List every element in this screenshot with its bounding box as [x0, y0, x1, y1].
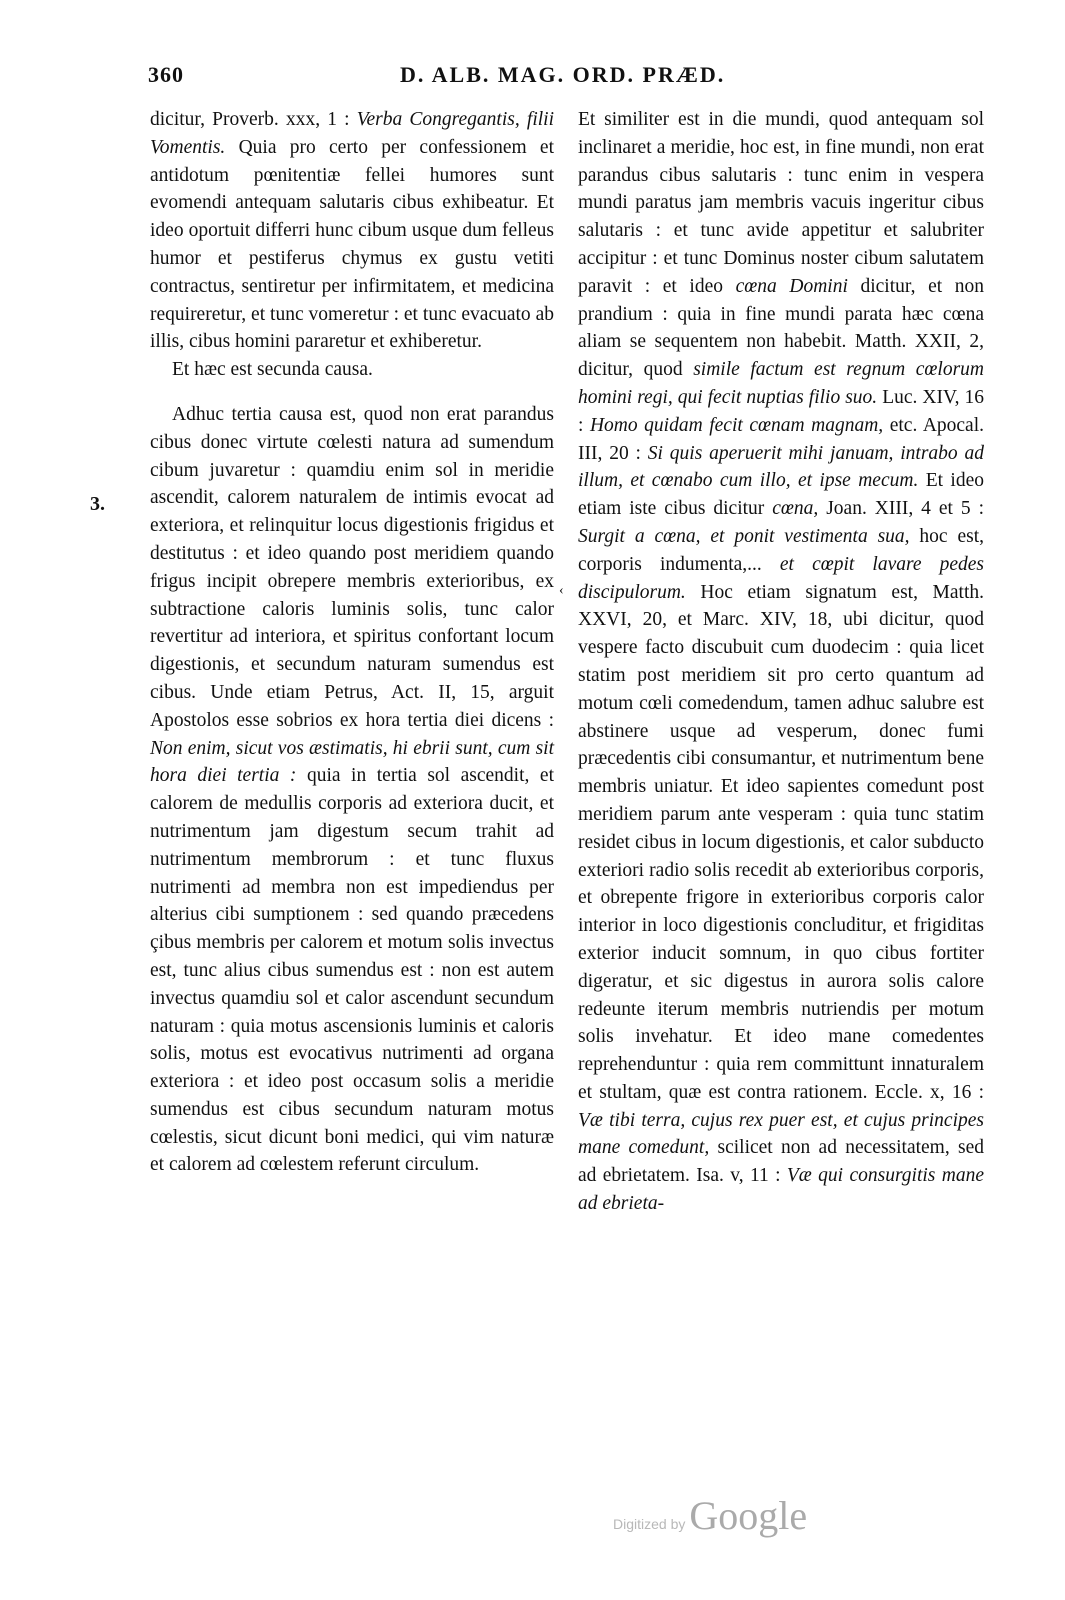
- text-span: Hoc etiam signatum est, Matth. XXVI, 20, et Marc. XIV, 18, ubi dicitur, quod vespere facto discubuit cum duodecim : quia licet statim post meridiem sit pro certo quantum ad motum cœli comedendum, tamen adhuc salubre est abstinere usque ad vesperum, donec fumi præcedentis cibi consumantur, et nutrimentum bene membris uniatur. Et ideo sapientes comedunt post meridiem parum ante vesperam : quia tunc statim residet cibus in locum digestionis, et calor subducto exteriori radio solis recedit ab exterioribus corporis, et obrepente frigore in exterioribus corporis calor interior in loco digestionis concluditur, et frigiditas exterior inducit somnum, in quo cibus fortiter digeratur, et sic digestus in aurora solis calore redeunte iterum membris nutriendis per motum solis invehatur. Et ideo mane comedentes reprehenduntur : quia rem committunt innaturalem et stultam, quæ est contra rationem. Eccle. x, 16 :: [578, 581, 984, 1103]
- paragraph-3: [150, 401, 554, 1179]
- italic-quote: simile factum est regnum cœlorum homini regi, qui fecit nuptias filio suo.: [578, 359, 985, 408]
- italic-quote: Si quis aperuerit mihi januam, intrabo ad illum, et cœnabo cum illo, et ipse mecum.: [578, 442, 984, 492]
- paragraph-1: [150, 106, 554, 356]
- italic-quote: Verba Congregantis, filii Vomentis.: [150, 109, 554, 158]
- page-number: 360: [148, 62, 184, 87]
- italic-quote: Homo quidam fecit cœnam magnam,: [589, 414, 884, 436]
- text-span: etc. Apocal. III, 20 :: [578, 414, 984, 464]
- google-logo: Google: [689, 1493, 808, 1538]
- text-span: Et ideo etiam iste cibus dicitur: [578, 470, 984, 520]
- margin-mark: ‹: [559, 583, 564, 598]
- google-watermark: [613, 1492, 807, 1539]
- paragraph-2: Et hæc est secunda causa.: [172, 359, 373, 381]
- text-span: Quia pro certo per confessionem et antidotum pœnitentiæ fellei humores sunt evomendi antequam salutaris cibus exhibeatur. Et ideo oportuit differri hunc cibum usque dum felleus humor et pestiferus chymus ex gustu vetiti contractus, sentiretur per infirmitatem, et medicina requireretur, et tunc vomeretur : et tunc evacuato ab illis, cibus homini pararetur et exhiberetur.: [150, 136, 554, 353]
- right-column: [578, 106, 984, 1218]
- text-span: Luc. XIV, 16 :: [578, 386, 984, 436]
- paragraph-right: [578, 106, 984, 1218]
- italic-quote: Surgit a cœna, et ponit vestimenta sua,: [578, 525, 910, 547]
- running-head: D. ALB. MAG. ORD. PRÆD.: [400, 62, 726, 87]
- text-span: Adhuc tertia causa est, quod non erat parandus cibus donec virtute cœlesti natura ad sumendum cibum juvaretur : quamdiu enim sol in meridie ascendit, calorem naturalem de intimis evocat ad exteriora, et relinquitur locus digestionis frigidus et destitutus : et ideo quando post meridiem quando frigus incipit obrepere membris exterioribus, ex subtractione caloris luminis solis, tunc calor revertitur ad interiora, et spiritus confortant locum digestionis, et secundum naturam sumendus est cibus. Unde etiam Petrus, Act. II, 15, arguit Apostolos esse sobrios ex hora tertia diei dicens :: [150, 403, 554, 731]
- text-span: hoc est, corporis indumenta,...: [578, 525, 984, 575]
- italic-quote: et cœpit lavare pedes discipulorum.: [578, 553, 984, 603]
- italic-quote: Non enim, sicut vos æstimatis, hi ebrii sunt, cum sit hora diei tertia :: [150, 737, 554, 787]
- text-span: Joan. XIII, 4 et 5 :: [818, 498, 984, 520]
- italic-quote: Væ tibi terra, cujus rex puer est, et cujus principes mane comedunt,: [578, 1109, 984, 1159]
- text-span: dicitur, et non prandium : quia in fine mundi parata hæc cœna aliam se sequentem non habebit. Matth. XXII, 2, dicitur, quod: [578, 275, 984, 381]
- italic-quote: cœna,: [772, 498, 819, 520]
- text-span: quia in tertia sol ascendit, et calorem de medullis corporis ad exteriora ducit, et nutrimentum jam digestum secum trahit ad nutrimentum membrorum : et tunc fluxus nutrimenti ad membra non est impediendus per alterius cibi sumptionem : sed quando præcedens çibus membris per calorem et motum solis invectus est, tunc alius cibus sumendus est : non est autem invectus quamdiu sol et calor ascendunt secundum naturam : quia motus ascensionis luminis et caloris solis, motus est evocativus nutrimenti ad organa exteriora : et ideo post occasum solis a meridie sumendus est cibus secundum naturam motus cœlestis, sicut dicunt boni medici, qui vim naturæ et calorem ad cœlestem referunt circulum.: [150, 765, 554, 1176]
- text-span: dicitur, Proverb. xxx, 1 :: [150, 109, 357, 130]
- italic-quote: Væ qui consurgitis mane ad ebrieta-: [578, 1165, 984, 1215]
- text-span: scilicet non ad necessitatem, sed ad ebrietatem. Isa. v, 11 :: [578, 1137, 984, 1187]
- watermark-label: Digitized by: [613, 1516, 686, 1532]
- text-span: Et similiter est in die mundi, quod antequam sol inclinaret a meridie, hoc est, in fine mundi, non erat parandus cibus salutaris : tunc enim in vespera mundi paratus jam membris vacuis ingeritur cibus salutaris : et tunc avide appetitur et salubriter accipitur : et tunc Dominus noster cibum salutatem paravit : et ideo: [578, 109, 984, 297]
- left-column: [150, 106, 554, 1179]
- italic-quote: cœna Domini: [735, 275, 848, 297]
- section-number: 3.: [90, 493, 105, 515]
